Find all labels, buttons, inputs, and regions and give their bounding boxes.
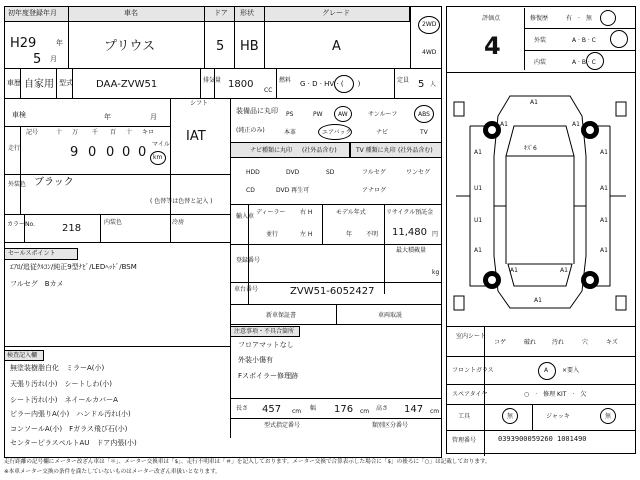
new-car-warranty: 新車保証書 [266,312,297,319]
exterior-c-circle [610,30,628,48]
equipment-sub: (純正のみ) [236,127,265,134]
length-unit: cm [292,408,302,415]
inspector-line-6: センターピラスペルトAU ドア内張(小) [10,439,137,447]
max-load-kg: kg [432,269,440,276]
mark-7: U1 [474,217,483,224]
mark-11: A1 [600,247,608,254]
mark-15: ｷｽﾞ6 [524,145,537,152]
model-code: DAA-ZVW51 [96,79,158,90]
mark-3: A1 [572,121,580,128]
type-number-label: 型式指定番号 [264,422,301,429]
sheet-item-5: キズ [606,339,618,346]
equip-leather: 本革 [284,129,297,136]
equip-ps: PS [286,111,294,118]
length-label: 長さ [236,405,249,412]
tv-title: TV 種類に丸印 [356,147,396,154]
mark-8: A1 [600,185,608,192]
width-unit: cm [360,408,370,415]
equip-airbag: エアバック [322,129,352,136]
interior-color-label: 内装色 [104,219,123,226]
reg-date-label: 初年度登録年月 [8,9,57,17]
width-label: 幅 [310,405,317,412]
import-parallel: 並行 [266,231,279,238]
management-value: 0393900059260 1001490 [498,435,587,443]
reg-month: 5 [33,52,42,67]
notes-title: 注意事項・不具合箇所 [234,328,295,335]
jack-label: ジャッキ [546,413,570,420]
digit-header-1: 十 [56,129,63,136]
navi-cd: CD [246,187,255,194]
sheet-item-1: コゲ [494,339,507,346]
interior-b-circle [586,52,604,70]
reg-era: H29 [10,36,37,51]
grade-label: グレード [322,9,350,17]
sales-point-line-2: フルセグ Bカメ [10,280,64,288]
management-label: 管理番号 [452,437,477,444]
repair-label: 修復歴 [530,15,549,22]
displacement-value: 1800 [228,79,254,90]
footer-line-1: 走行距離の記号欄にメーター改ざん車は「＊」、メーター交換車は「$」、走行不明車は「＃」を記入しております。メーター交換で合算表示した場合に「$」の後ろに「○」は記載しております。 [4,459,491,465]
car-damage-diagram [450,86,632,320]
color-note: ( 色替等は色替と記入 ) [150,198,213,205]
tv-fullseg: フルセグ [362,169,386,176]
mileage-digit-0: 9 [70,145,79,160]
color-no: 218 [62,223,82,234]
mark-14: A1 [534,297,542,304]
height-value: 147 [404,404,424,415]
notes-line-1: フロアマットなし [238,341,294,349]
inspector-line-4: ピラー内張りA(小) ハンドル汚れ(小) [10,410,131,418]
mileage-digit-3: 0 [122,145,131,160]
inspector-line-2: 天張り汚れ(小) シートしわ(小) [10,380,112,388]
navi-title: ナビ種類に丸印 [250,147,293,154]
height-label: 高さ [376,405,389,412]
car-name-label: 車名 [124,9,138,17]
equip-tv: TV [420,129,428,136]
sheet-item-2: 破れ [524,339,537,346]
drive-2wd: 2WD [422,21,437,28]
tv-oneseg: ワンセグ [406,169,431,176]
sheet-item-3: 汚れ [552,339,565,346]
score-value: 4 [484,32,501,60]
shift-label: シフト [190,100,209,107]
mileage-digit-4: 0 [138,145,147,160]
repair-options: 有 · 無 [566,15,592,22]
length-value: 457 [262,404,282,415]
inspection-label: 車検 [12,111,26,119]
color-value: ブラック [34,177,74,188]
mileage-digit-1: 0 [88,145,97,160]
sales-point-title: セールスポイント [8,250,56,257]
spare-label: スペアタイヤ [452,391,488,398]
import-left: 左 H [300,231,313,238]
fuel-hv-circle [334,75,354,93]
import-right: 右 H [300,209,313,216]
recycle-label: リサイクル預託金 [386,209,434,216]
class-number-label: 類別区分番号 [372,422,409,429]
ac-label: 冷房 [172,219,185,226]
grade-value: A [332,39,341,54]
inspection-year: 年 [104,113,111,121]
mark-12: A1 [510,267,518,274]
registration-label: 登録番号 [236,257,261,264]
reg-year-unit: 年 [56,39,63,47]
fuel-options: G · D · HV · ( ) [300,80,361,88]
spare-options: ○ · 修理 KIT · 欠 [524,391,587,398]
navi-sd: SD [326,169,335,176]
owner-manual: 車両取説 [378,312,403,319]
mark-9: A1 [600,217,608,224]
frame-label: 車台番号 [234,286,259,293]
digit-header-3: 千 [92,129,99,136]
capacity-label: 定員 [397,77,410,84]
interior-options: A · B · C [572,59,596,66]
frame-value: ZVW51-6052427 [290,286,375,297]
equip-pw: PW [313,111,323,118]
mark-10: A1 [474,247,482,254]
capacity-value: 5 [418,79,425,90]
sheet-item-4: 穴 [582,339,589,346]
color-no-label: カラーNo. [7,221,35,228]
digit-header-4: 百 [110,129,117,136]
tv-analog: アナログ [362,187,387,194]
jack-value: 無 [605,413,612,420]
equip-aw: AW [338,111,348,118]
exterior-options: A · B · C [572,37,596,44]
car-name: プリウス [104,39,156,54]
navi-dvd: DVD [286,169,300,176]
import-dealer: ディーラー [256,209,286,216]
sales-point-line-1: ｴｱﾛ/追従ｸﾙｺﾝ/純正9型ﾅﾋﾞ/LEDﾍｯﾄﾞ/BSM [10,263,137,271]
notes-line-3: Fスポイラー修理跡 [238,372,299,380]
model-year-unknown: 不明 [366,231,379,238]
mark-6: U1 [474,185,483,192]
mark-13: A1 [560,267,568,274]
model-year-label: モデル年式 [336,209,366,216]
digit-header-6: キロ [142,129,155,136]
digit-header-0: 記号 [26,129,39,136]
navi-title-sub: (社外品含む) [302,147,337,154]
equip-abs: ABS [418,111,430,118]
interior-sheet-label: 室内シート [456,333,487,340]
drive-4wd: 4WD [422,49,437,56]
mark-1: A1 [530,99,538,106]
equipment-title: 装備品に丸印 [236,107,278,115]
fuel-label: 燃料 [279,77,292,84]
score-label: 評価点 [482,15,501,22]
shape-value: HB [240,39,259,54]
front-glass-options: A · ×要入 [544,367,580,374]
shape-label: 形状 [240,9,254,17]
use-value: 自家用 [24,79,54,90]
mileage-label: 走行 [8,145,21,152]
mile-label: マイル [152,141,170,148]
doors-label: ドア [214,9,228,17]
equip-sunroof: サンルーフ [368,111,398,118]
inspector-title: 検査記入欄 [7,352,38,359]
import-label: 輸入車 [236,213,255,220]
mark-4: A1 [474,149,482,156]
km-label: km [153,154,163,161]
model-year-unit: 年 [346,231,353,238]
mark-2: A1 [500,121,508,128]
max-load-label: 最大積載量 [396,247,427,254]
color-label: 外装色 [8,181,27,188]
tv-title-sub: (社外品含む) [398,147,433,154]
inspector-line-3: シート汚れ(小) ネイールカバーA [10,396,118,404]
exterior-label: 外装 [534,37,547,44]
shift-value: IAT [186,129,206,144]
capacity-unit: 人 [430,81,437,88]
reg-month-unit: 月 [50,55,57,63]
cc-unit: CC [264,87,273,94]
interior-label: 内装 [534,59,547,66]
width-value: 176 [334,404,354,415]
inspection-month: 月 [150,113,157,121]
inspector-line-1: 無塗装樹脂白化 ミラーA(小) [10,364,105,372]
use-label: 車歴 [7,79,21,87]
model-label: 型式 [59,79,73,87]
repair-none-circle [600,10,616,26]
navi-hdd: HDD [246,169,260,176]
digit-header-5: 十 [126,129,133,136]
tools-value: 無 [507,413,514,420]
footer-line-2: ※本車メーター交換の条件を満たしていないものはメーター改ざん車扱いとなります。 [4,469,221,475]
doors-value: 5 [216,39,225,54]
height-unit: cm [430,408,440,415]
recycle-yen: 円 [432,231,439,238]
inspector-line-5: コンソールA(小) Fガラス飛び石(小) [10,425,128,433]
notes-line-2: 外装小傷有 [238,356,273,364]
recycle-value: 11,480 [392,227,427,238]
digit-header-2: 万 [72,129,79,136]
equip-navi: ナビ [376,129,389,136]
mark-5: A1 [600,149,608,156]
displacement-label: 排気量 [203,77,222,84]
front-glass-label: フロントガラス [452,367,494,374]
mileage-digit-2: 0 [106,145,115,160]
tools-label: 工具 [458,413,471,420]
navi-dvd-play: DVD 再生可 [276,187,310,194]
